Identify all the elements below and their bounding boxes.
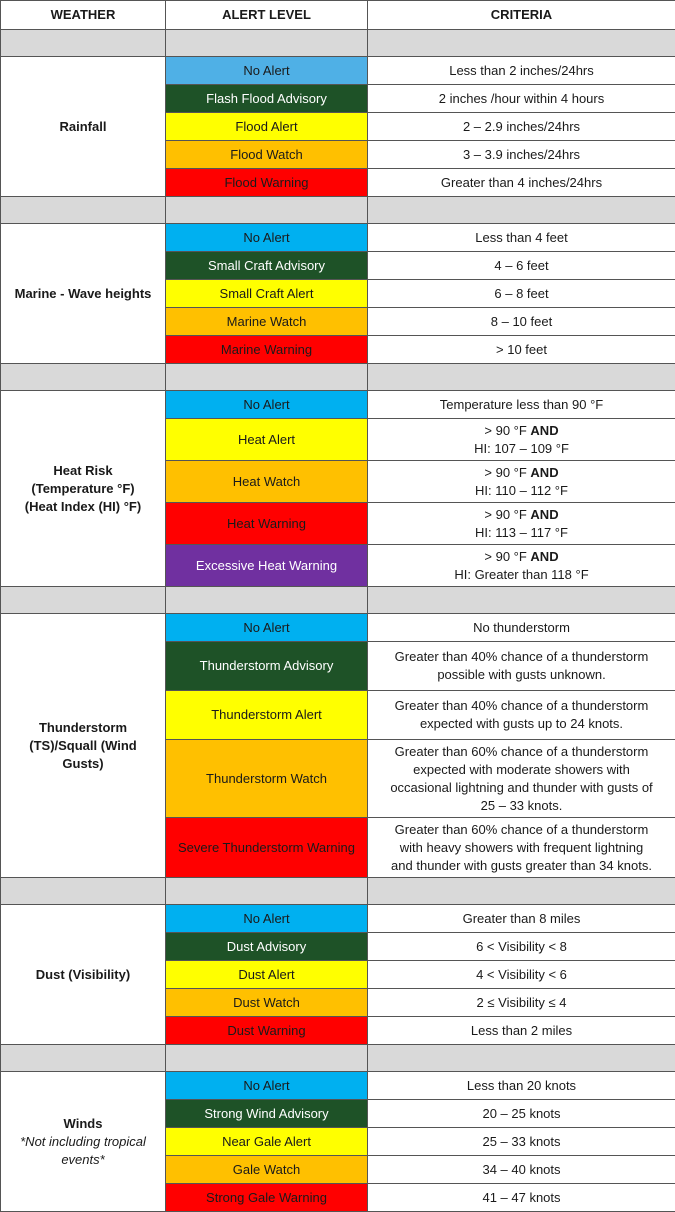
criteria-text: Temperature less than 90 °F — [440, 397, 603, 412]
alert-level-cell — [166, 461, 368, 503]
alert-level-label: No Alert — [243, 620, 289, 635]
criteria-text: Greater than 40% chance of a thunderstorm — [395, 649, 649, 664]
table-row — [1, 1072, 675, 1100]
criteria-cell — [368, 933, 675, 961]
criteria-text: with heavy showers with frequent lightning — [400, 840, 644, 855]
alert-level-label: Heat Warning — [227, 516, 306, 531]
criteria-text: > 90 °F AND — [484, 549, 558, 564]
table-row — [1, 224, 675, 252]
alert-level-label: No Alert — [243, 397, 289, 412]
alert-level-cell — [166, 1017, 368, 1045]
criteria-text: 20 – 25 knots — [482, 1106, 560, 1121]
alert-level-cell — [166, 1072, 368, 1100]
criteria-cell — [368, 280, 675, 308]
alert-level-label: Dust Advisory — [227, 939, 306, 954]
criteria-cell — [368, 503, 675, 545]
criteria-text: Less than 4 feet — [475, 230, 568, 245]
criteria-cell — [368, 461, 675, 503]
criteria-cell — [368, 642, 675, 691]
separator-cell — [368, 1045, 675, 1072]
weather-category-label: Heat Risk — [53, 463, 112, 478]
criteria-text: 3 – 3.9 inches/24hrs — [463, 147, 580, 162]
table-row — [1, 57, 675, 85]
alert-level-label: Flash Flood Advisory — [206, 91, 327, 106]
alert-level-label: No Alert — [243, 63, 289, 78]
alert-level-label: Flood Alert — [235, 119, 297, 134]
alert-level-cell — [166, 961, 368, 989]
criteria-cell — [368, 169, 675, 197]
criteria-text: 2 inches /hour within 4 hours — [439, 91, 604, 106]
separator-cell — [166, 587, 368, 614]
criteria-text: Greater than 8 miles — [463, 911, 581, 926]
criteria-cell — [368, 57, 675, 85]
criteria-text: Greater than 40% chance of a thunderstorm — [395, 698, 649, 713]
alert-level-label: Thunderstorm Alert — [211, 707, 322, 722]
criteria-text: 25 – 33 knots — [482, 1134, 560, 1149]
criteria-text: HI: 107 – 109 °F — [474, 441, 569, 456]
separator-cell — [1, 587, 166, 614]
criteria-cell — [368, 545, 675, 587]
separator-cell — [1, 878, 166, 905]
alert-level-cell — [166, 169, 368, 197]
separator-row — [1, 364, 675, 391]
criteria-cell — [368, 308, 675, 336]
weather-category-label: Dust (Visibility) — [36, 967, 130, 982]
weather-category-cell — [1, 1072, 166, 1212]
alert-level-cell — [166, 503, 368, 545]
criteria-cell — [368, 614, 675, 642]
criteria-cell — [368, 224, 675, 252]
weather-category-cell — [1, 224, 166, 364]
separator-cell — [1, 1045, 166, 1072]
alert-level-label: Heat Watch — [233, 474, 300, 489]
criteria-text: HI: 110 – 112 °F — [475, 483, 568, 498]
criteria-cell — [368, 419, 675, 461]
criteria-text: 8 – 10 feet — [491, 314, 552, 329]
header-alert-level: ALERT LEVEL — [166, 1, 368, 30]
separator-cell — [368, 197, 675, 224]
alert-level-label: Heat Alert — [238, 432, 295, 447]
separator-cell — [166, 197, 368, 224]
criteria-text: > 90 °F AND — [484, 465, 558, 480]
alert-level-label: Dust Warning — [227, 1023, 305, 1038]
separator-row — [1, 30, 675, 57]
criteria-text: Less than 20 knots — [467, 1078, 576, 1093]
alert-level-label: Strong Gale Warning — [206, 1190, 327, 1205]
alert-level-label: Strong Wind Advisory — [204, 1106, 328, 1121]
and-emphasis: AND — [530, 465, 558, 480]
header-row — [1, 1, 675, 30]
table-row — [1, 614, 675, 642]
criteria-cell — [368, 1128, 675, 1156]
alert-level-label: No Alert — [243, 911, 289, 926]
alert-level-cell — [166, 1184, 368, 1212]
criteria-text: > 90 °F AND — [484, 423, 558, 438]
weather-category-label: (Temperature °F) — [31, 481, 134, 496]
table-body — [1, 30, 675, 1212]
criteria-cell — [368, 1156, 675, 1184]
criteria-cell — [368, 1184, 675, 1212]
criteria-text: 2 – 2.9 inches/24hrs — [463, 119, 580, 134]
criteria-text: HI: 113 – 117 °F — [475, 525, 568, 540]
alert-level-label: Dust Alert — [238, 967, 294, 982]
criteria-cell — [368, 961, 675, 989]
weather-category-label: (TS)/Squall (Wind — [29, 738, 136, 753]
weather-category-cell — [1, 614, 166, 878]
alert-level-label: Small Craft Advisory — [208, 258, 325, 273]
alert-level-label: Marine Watch — [227, 314, 307, 329]
weather-category-label: (Heat Index (HI) °F) — [25, 499, 141, 514]
alert-level-cell — [166, 989, 368, 1017]
criteria-text: expected with moderate showers with — [413, 762, 630, 777]
criteria-text: Less than 2 inches/24hrs — [449, 63, 594, 78]
alert-level-label: Excessive Heat Warning — [196, 558, 337, 573]
alert-level-cell — [166, 740, 368, 818]
alert-level-cell — [166, 642, 368, 691]
criteria-text: 2 ≤ Visibility ≤ 4 — [477, 995, 567, 1010]
weather-category-label: Thunderstorm — [39, 720, 127, 735]
alert-level-label: Flood Warning — [224, 175, 308, 190]
header-criteria: CRITERIA — [368, 1, 675, 30]
alert-level-label: Severe Thunderstorm Warning — [178, 840, 355, 855]
separator-cell — [166, 30, 368, 57]
weather-category-label: Gusts) — [62, 756, 103, 771]
alert-level-cell — [166, 336, 368, 364]
alert-level-cell — [166, 308, 368, 336]
criteria-text: 34 – 40 knots — [482, 1162, 560, 1177]
table-row — [1, 391, 675, 419]
separator-row — [1, 197, 675, 224]
criteria-text: possible with gusts unknown. — [437, 667, 605, 682]
alert-level-cell — [166, 419, 368, 461]
criteria-cell — [368, 252, 675, 280]
and-emphasis: AND — [530, 549, 558, 564]
criteria-text: Greater than 4 inches/24hrs — [441, 175, 602, 190]
alert-level-cell — [166, 1156, 368, 1184]
criteria-text: 4 – 6 feet — [494, 258, 548, 273]
criteria-text: Greater than 60% chance of a thunderstorm — [395, 744, 649, 759]
alert-level-cell — [166, 1128, 368, 1156]
criteria-text: occasional lightning and thunder with gusts of — [390, 780, 652, 795]
criteria-text: HI: Greater than 118 °F — [454, 567, 588, 582]
criteria-text: 6 – 8 feet — [494, 286, 548, 301]
alert-level-label: No Alert — [243, 230, 289, 245]
alert-level-cell — [166, 933, 368, 961]
separator-cell — [166, 364, 368, 391]
alert-level-cell — [166, 905, 368, 933]
separator-cell — [1, 364, 166, 391]
criteria-cell — [368, 905, 675, 933]
alert-level-label: Dust Watch — [233, 995, 300, 1010]
criteria-cell — [368, 113, 675, 141]
criteria-cell — [368, 391, 675, 419]
and-emphasis: AND — [530, 423, 558, 438]
header-weather: WEATHER — [1, 1, 166, 30]
separator-cell — [166, 878, 368, 905]
criteria-text: and thunder with gusts greater than 34 knots. — [391, 858, 652, 873]
criteria-text: > 90 °F AND — [484, 507, 558, 522]
criteria-text: 4 < Visibility < 6 — [476, 967, 567, 982]
criteria-text: 6 < Visibility < 8 — [476, 939, 567, 954]
weather-category-label: Marine - Wave heights — [15, 286, 152, 301]
criteria-cell — [368, 1072, 675, 1100]
alert-level-cell — [166, 252, 368, 280]
criteria-cell — [368, 740, 675, 818]
alert-level-cell — [166, 85, 368, 113]
criteria-text: 25 – 33 knots. — [481, 798, 563, 813]
alert-level-cell — [166, 1100, 368, 1128]
criteria-cell — [368, 818, 675, 878]
alert-level-label: No Alert — [243, 1078, 289, 1093]
alert-level-label: Small Craft Alert — [220, 286, 314, 301]
alert-level-cell — [166, 113, 368, 141]
alert-level-label: Near Gale Alert — [222, 1134, 311, 1149]
criteria-cell — [368, 1017, 675, 1045]
weather-category-label: Rainfall — [60, 119, 107, 134]
alert-level-label: Thunderstorm Watch — [206, 771, 327, 786]
and-emphasis: AND — [530, 507, 558, 522]
alert-level-label: Gale Watch — [233, 1162, 300, 1177]
criteria-cell — [368, 691, 675, 740]
separator-row — [1, 587, 675, 614]
criteria-text: Less than 2 miles — [471, 1023, 572, 1038]
criteria-cell — [368, 85, 675, 113]
alert-level-cell — [166, 280, 368, 308]
separator-cell — [1, 30, 166, 57]
separator-cell — [368, 30, 675, 57]
weather-category-note: *Not including tropical events* — [20, 1134, 146, 1167]
weather-category-cell — [1, 57, 166, 197]
criteria-text: 41 – 47 knots — [482, 1190, 560, 1205]
criteria-cell — [368, 1100, 675, 1128]
separator-cell — [368, 587, 675, 614]
alert-level-cell — [166, 141, 368, 169]
alert-level-cell — [166, 57, 368, 85]
separator-cell — [368, 878, 675, 905]
criteria-text: No thunderstorm — [473, 620, 570, 635]
criteria-cell — [368, 336, 675, 364]
alert-level-cell — [166, 614, 368, 642]
criteria-cell — [368, 989, 675, 1017]
alert-level-cell — [166, 691, 368, 740]
alert-level-cell — [166, 818, 368, 878]
alert-level-label: Marine Warning — [221, 342, 312, 357]
alert-level-cell — [166, 545, 368, 587]
alert-level-cell — [166, 224, 368, 252]
separator-cell — [1, 197, 166, 224]
separator-cell — [368, 364, 675, 391]
separator-cell — [166, 1045, 368, 1072]
alert-level-label: Flood Watch — [230, 147, 303, 162]
weather-category-cell — [1, 391, 166, 587]
criteria-cell — [368, 141, 675, 169]
weather-category-label: Winds — [64, 1116, 103, 1131]
separator-row — [1, 1045, 675, 1072]
criteria-text: Greater than 60% chance of a thunderstorm — [395, 822, 649, 837]
criteria-text: expected with gusts up to 24 knots. — [420, 716, 623, 731]
weather-category-cell — [1, 905, 166, 1045]
alert-level-cell — [166, 391, 368, 419]
alert-level-label: Thunderstorm Advisory — [200, 658, 334, 673]
criteria-text: > 10 feet — [496, 342, 547, 357]
separator-row — [1, 878, 675, 905]
table-row — [1, 905, 675, 933]
